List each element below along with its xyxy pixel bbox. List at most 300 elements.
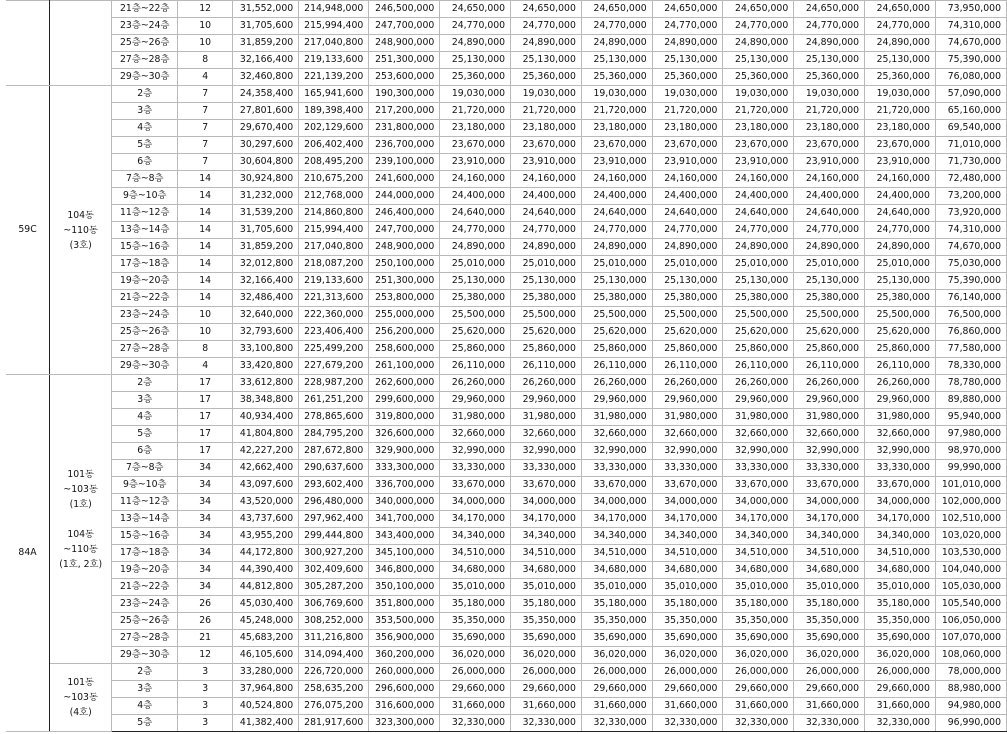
unit-count-cell: 14 xyxy=(178,171,233,188)
price-cell: 323,300,000 xyxy=(369,715,440,732)
price-cell: 88,980,000 xyxy=(935,681,1006,698)
price-cell: 246,500,000 xyxy=(369,1,440,18)
price-cell: 34,680,000 xyxy=(794,562,865,579)
price-cell: 34,000,000 xyxy=(440,494,511,511)
unit-count-cell: 12 xyxy=(178,647,233,664)
price-cell: 244,000,000 xyxy=(369,188,440,205)
price-cell: 34,170,000 xyxy=(511,511,582,528)
floor-cell: 25층~26층 xyxy=(112,613,178,630)
price-cell: 31,980,000 xyxy=(794,409,865,426)
price-cell: 32,660,000 xyxy=(652,426,723,443)
price-cell: 24,160,000 xyxy=(581,171,652,188)
price-cell: 360,200,000 xyxy=(369,647,440,664)
floor-cell: 9층~10층 xyxy=(112,477,178,494)
price-cell: 77,580,000 xyxy=(935,341,1006,358)
price-cell: 24,770,000 xyxy=(581,222,652,239)
price-cell: 345,100,000 xyxy=(369,545,440,562)
price-cell: 24,400,000 xyxy=(652,188,723,205)
price-cell: 19,030,000 xyxy=(440,86,511,103)
price-cell: 34,000,000 xyxy=(511,494,582,511)
unit-count-cell: 3 xyxy=(178,664,233,681)
price-cell: 34,510,000 xyxy=(652,545,723,562)
price-cell: 26,000,000 xyxy=(723,664,794,681)
floor-cell: 5층 xyxy=(112,426,178,443)
price-cell: 41,382,400 xyxy=(233,715,299,732)
price-cell: 26,110,000 xyxy=(440,358,511,375)
table-row xyxy=(6,409,1007,426)
price-cell: 35,350,000 xyxy=(865,613,936,630)
unit-count-cell: 34 xyxy=(178,545,233,562)
price-cell: 297,962,400 xyxy=(299,511,369,528)
price-cell: 74,310,000 xyxy=(935,222,1006,239)
price-cell: 40,524,800 xyxy=(233,698,299,715)
price-cell: 25,380,000 xyxy=(511,290,582,307)
price-cell: 24,770,000 xyxy=(865,222,936,239)
price-cell: 351,800,000 xyxy=(369,596,440,613)
price-cell: 316,600,000 xyxy=(369,698,440,715)
price-cell: 32,660,000 xyxy=(440,426,511,443)
price-cell: 94,980,000 xyxy=(935,698,1006,715)
price-cell: 31,980,000 xyxy=(440,409,511,426)
price-cell: 221,139,200 xyxy=(299,69,369,86)
unit-count-cell: 8 xyxy=(178,52,233,69)
price-cell: 26,260,000 xyxy=(865,375,936,392)
price-cell: 35,350,000 xyxy=(794,613,865,630)
table-row xyxy=(6,613,1007,630)
table-row xyxy=(6,120,1007,137)
price-cell: 250,100,000 xyxy=(369,256,440,273)
price-cell: 217,040,800 xyxy=(299,35,369,52)
price-cell: 102,000,000 xyxy=(935,494,1006,511)
table-row xyxy=(6,630,1007,647)
price-cell: 25,130,000 xyxy=(440,52,511,69)
price-cell: 21,720,000 xyxy=(581,103,652,120)
price-cell: 21,720,000 xyxy=(511,103,582,120)
building-range-line: 104동~110동 xyxy=(63,209,98,236)
price-cell: 214,948,000 xyxy=(299,1,369,18)
price-cell: 24,400,000 xyxy=(794,188,865,205)
table-row xyxy=(6,511,1007,528)
price-cell: 23,180,000 xyxy=(581,120,652,137)
price-cell: 281,917,600 xyxy=(299,715,369,732)
price-cell: 23,180,000 xyxy=(794,120,865,137)
price-cell: 36,020,000 xyxy=(794,647,865,664)
price-cell: 25,360,000 xyxy=(794,69,865,86)
table-row xyxy=(6,52,1007,69)
floor-cell: 2층 xyxy=(112,375,178,392)
price-cell: 32,990,000 xyxy=(581,443,652,460)
unit-count-cell: 3 xyxy=(178,681,233,698)
price-cell: 34,340,000 xyxy=(440,528,511,545)
price-cell: 223,406,400 xyxy=(299,324,369,341)
price-cell: 34,000,000 xyxy=(794,494,865,511)
price-cell: 24,770,000 xyxy=(440,222,511,239)
price-cell: 25,010,000 xyxy=(511,256,582,273)
floor-cell: 21층~22층 xyxy=(112,290,178,307)
price-cell: 34,680,000 xyxy=(652,562,723,579)
price-cell: 105,030,000 xyxy=(935,579,1006,596)
price-cell: 29,960,000 xyxy=(652,392,723,409)
price-cell: 25,010,000 xyxy=(865,256,936,273)
table-row xyxy=(6,358,1007,375)
price-cell: 24,400,000 xyxy=(511,188,582,205)
price-cell: 43,955,200 xyxy=(233,528,299,545)
building-range-line xyxy=(55,512,106,527)
price-cell: 43,097,600 xyxy=(233,477,299,494)
floor-cell: 27층~28층 xyxy=(112,630,178,647)
price-cell: 25,620,000 xyxy=(652,324,723,341)
price-cell: 31,980,000 xyxy=(865,409,936,426)
price-cell: 299,444,800 xyxy=(299,528,369,545)
table-row xyxy=(6,18,1007,35)
price-cell: 25,130,000 xyxy=(652,273,723,290)
price-cell: 31,705,600 xyxy=(233,18,299,35)
unit-count-cell: 17 xyxy=(178,375,233,392)
price-cell: 32,330,000 xyxy=(440,715,511,732)
building-range-cell xyxy=(50,664,112,732)
unit-count-cell: 14 xyxy=(178,273,233,290)
price-cell: 25,130,000 xyxy=(440,273,511,290)
unit-count-cell: 10 xyxy=(178,35,233,52)
price-cell: 32,990,000 xyxy=(511,443,582,460)
price-cell: 31,232,000 xyxy=(233,188,299,205)
unit-count-cell: 17 xyxy=(178,426,233,443)
price-cell: 31,859,200 xyxy=(233,239,299,256)
price-cell: 36,020,000 xyxy=(652,647,723,664)
price-cell: 23,910,000 xyxy=(511,154,582,171)
unit-type-cell xyxy=(6,1,50,86)
table-row xyxy=(6,154,1007,171)
price-cell: 34,680,000 xyxy=(581,562,652,579)
floor-cell: 11층~12층 xyxy=(112,205,178,222)
price-cell: 251,300,000 xyxy=(369,273,440,290)
table-row xyxy=(6,562,1007,579)
price-cell: 35,180,000 xyxy=(581,596,652,613)
price-cell: 306,769,600 xyxy=(299,596,369,613)
price-cell: 36,020,000 xyxy=(440,647,511,664)
building-range-line: 101동~103동 xyxy=(63,468,98,495)
price-cell: 24,890,000 xyxy=(652,239,723,256)
price-cell: 24,890,000 xyxy=(511,35,582,52)
price-cell: 34,000,000 xyxy=(581,494,652,511)
price-cell: 31,539,200 xyxy=(233,205,299,222)
building-range-cell xyxy=(50,375,112,664)
price-cell: 35,180,000 xyxy=(652,596,723,613)
price-cell: 25,380,000 xyxy=(440,290,511,307)
price-cell: 31,980,000 xyxy=(652,409,723,426)
price-cell: 33,330,000 xyxy=(652,460,723,477)
price-cell: 24,890,000 xyxy=(440,35,511,52)
price-cell: 26,000,000 xyxy=(581,664,652,681)
floor-cell: 7층~8층 xyxy=(112,460,178,477)
price-cell: 23,670,000 xyxy=(723,137,794,154)
price-cell: 29,960,000 xyxy=(440,392,511,409)
price-cell: 25,130,000 xyxy=(794,52,865,69)
price-cell: 296,480,000 xyxy=(299,494,369,511)
price-cell: 24,890,000 xyxy=(440,239,511,256)
table-row xyxy=(6,35,1007,52)
unit-count-cell: 14 xyxy=(178,188,233,205)
building-range-cell xyxy=(50,1,112,86)
unit-count-cell: 4 xyxy=(178,358,233,375)
price-cell: 34,170,000 xyxy=(794,511,865,528)
floor-cell: 4층 xyxy=(112,120,178,137)
price-cell: 37,964,800 xyxy=(233,681,299,698)
floor-cell: 23층~24층 xyxy=(112,18,178,35)
unit-count-cell: 34 xyxy=(178,579,233,596)
price-cell: 165,941,600 xyxy=(299,86,369,103)
unit-count-cell: 26 xyxy=(178,596,233,613)
price-cell: 34,340,000 xyxy=(794,528,865,545)
price-cell: 26,110,000 xyxy=(652,358,723,375)
price-cell: 33,670,000 xyxy=(794,477,865,494)
price-cell: 215,994,400 xyxy=(299,222,369,239)
price-cell: 350,100,000 xyxy=(369,579,440,596)
price-cell: 30,604,800 xyxy=(233,154,299,171)
price-cell: 253,800,000 xyxy=(369,290,440,307)
table-row xyxy=(6,681,1007,698)
price-cell: 73,950,000 xyxy=(935,1,1006,18)
price-cell: 31,660,000 xyxy=(794,698,865,715)
price-cell: 74,670,000 xyxy=(935,35,1006,52)
price-cell: 73,920,000 xyxy=(935,205,1006,222)
floor-cell: 3층 xyxy=(112,681,178,698)
price-cell: 75,390,000 xyxy=(935,273,1006,290)
price-cell: 34,170,000 xyxy=(440,511,511,528)
unit-count-cell: 34 xyxy=(178,460,233,477)
price-cell: 34,170,000 xyxy=(723,511,794,528)
price-cell: 24,358,400 xyxy=(233,86,299,103)
price-cell: 101,010,000 xyxy=(935,477,1006,494)
unit-count-cell: 14 xyxy=(178,222,233,239)
price-cell: 103,530,000 xyxy=(935,545,1006,562)
floor-cell: 17층~18층 xyxy=(112,545,178,562)
table-row xyxy=(6,1,1007,18)
price-cell: 78,330,000 xyxy=(935,358,1006,375)
price-cell: 217,200,000 xyxy=(369,103,440,120)
price-cell: 290,637,600 xyxy=(299,460,369,477)
table-row xyxy=(6,171,1007,188)
price-cell: 34,510,000 xyxy=(794,545,865,562)
price-cell: 97,980,000 xyxy=(935,426,1006,443)
price-cell: 236,700,000 xyxy=(369,137,440,154)
price-cell: 19,030,000 xyxy=(511,86,582,103)
price-cell: 31,660,000 xyxy=(511,698,582,715)
price-cell: 24,890,000 xyxy=(652,35,723,52)
price-cell: 314,094,400 xyxy=(299,647,369,664)
price-cell: 29,660,000 xyxy=(794,681,865,698)
unit-count-cell: 17 xyxy=(178,409,233,426)
price-cell: 43,520,000 xyxy=(233,494,299,511)
price-cell: 24,650,000 xyxy=(511,1,582,18)
price-cell: 23,180,000 xyxy=(723,120,794,137)
price-cell: 74,310,000 xyxy=(935,18,1006,35)
price-cell: 24,640,000 xyxy=(440,205,511,222)
price-cell: 261,251,200 xyxy=(299,392,369,409)
unit-count-cell: 7 xyxy=(178,154,233,171)
price-cell: 33,420,800 xyxy=(233,358,299,375)
floor-cell: 25층~26층 xyxy=(112,35,178,52)
price-cell: 34,510,000 xyxy=(723,545,794,562)
unit-count-cell: 34 xyxy=(178,477,233,494)
price-cell: 25,620,000 xyxy=(511,324,582,341)
price-cell: 341,700,000 xyxy=(369,511,440,528)
price-cell: 34,680,000 xyxy=(865,562,936,579)
price-cell: 26,110,000 xyxy=(865,358,936,375)
price-cell: 25,860,000 xyxy=(581,341,652,358)
price-cell: 42,662,400 xyxy=(233,460,299,477)
price-cell: 32,660,000 xyxy=(794,426,865,443)
floor-cell: 27층~28층 xyxy=(112,341,178,358)
price-cell: 32,330,000 xyxy=(794,715,865,732)
price-cell: 25,620,000 xyxy=(865,324,936,341)
price-cell: 32,990,000 xyxy=(723,443,794,460)
floor-cell: 9층~10층 xyxy=(112,188,178,205)
price-cell: 356,900,000 xyxy=(369,630,440,647)
price-cell: 25,860,000 xyxy=(794,341,865,358)
price-cell: 26,000,000 xyxy=(865,664,936,681)
price-cell: 29,660,000 xyxy=(440,681,511,698)
price-cell: 24,770,000 xyxy=(723,222,794,239)
price-cell: 31,980,000 xyxy=(511,409,582,426)
building-range-line: (3호) xyxy=(69,239,92,251)
price-cell: 25,500,000 xyxy=(511,307,582,324)
price-cell: 225,499,200 xyxy=(299,341,369,358)
price-cell: 25,380,000 xyxy=(865,290,936,307)
price-cell: 73,200,000 xyxy=(935,188,1006,205)
price-cell: 24,890,000 xyxy=(581,35,652,52)
unit-count-cell: 10 xyxy=(178,18,233,35)
price-cell: 24,770,000 xyxy=(581,18,652,35)
unit-count-cell: 34 xyxy=(178,562,233,579)
price-cell: 346,800,000 xyxy=(369,562,440,579)
price-cell: 44,172,800 xyxy=(233,545,299,562)
price-cell: 24,770,000 xyxy=(511,18,582,35)
price-cell: 333,300,000 xyxy=(369,460,440,477)
price-cell: 24,650,000 xyxy=(581,1,652,18)
price-cell: 23,670,000 xyxy=(652,137,723,154)
unit-count-cell: 8 xyxy=(178,341,233,358)
floor-cell: 15층~16층 xyxy=(112,239,178,256)
price-cell: 208,495,200 xyxy=(299,154,369,171)
price-cell: 299,600,000 xyxy=(369,392,440,409)
price-cell: 24,650,000 xyxy=(652,1,723,18)
price-cell: 24,400,000 xyxy=(723,188,794,205)
price-cell: 32,166,400 xyxy=(233,52,299,69)
price-cell: 24,160,000 xyxy=(440,171,511,188)
floor-cell: 21층~22층 xyxy=(112,579,178,596)
table-row xyxy=(6,375,1007,392)
price-cell: 31,980,000 xyxy=(581,409,652,426)
price-cell: 34,510,000 xyxy=(511,545,582,562)
price-cell: 32,660,000 xyxy=(511,426,582,443)
price-cell: 210,675,200 xyxy=(299,171,369,188)
price-cell: 34,170,000 xyxy=(865,511,936,528)
price-cell: 99,990,000 xyxy=(935,460,1006,477)
table-row xyxy=(6,392,1007,409)
price-cell: 24,160,000 xyxy=(652,171,723,188)
price-cell: 33,670,000 xyxy=(581,477,652,494)
price-cell: 36,020,000 xyxy=(723,647,794,664)
price-cell: 36,020,000 xyxy=(865,647,936,664)
price-cell: 19,030,000 xyxy=(652,86,723,103)
table-row xyxy=(6,460,1007,477)
price-cell: 300,927,200 xyxy=(299,545,369,562)
price-cell: 29,960,000 xyxy=(581,392,652,409)
price-cell: 35,180,000 xyxy=(723,596,794,613)
building-range-cell xyxy=(50,86,112,375)
price-cell: 253,600,000 xyxy=(369,69,440,86)
unit-count-cell: 26 xyxy=(178,613,233,630)
table-row xyxy=(6,273,1007,290)
price-cell: 248,900,000 xyxy=(369,239,440,256)
price-cell: 311,216,800 xyxy=(299,630,369,647)
price-cell: 25,860,000 xyxy=(723,341,794,358)
price-cell: 302,409,600 xyxy=(299,562,369,579)
price-cell: 25,130,000 xyxy=(865,52,936,69)
price-cell: 41,804,800 xyxy=(233,426,299,443)
unit-type-cell: 59C xyxy=(6,86,50,375)
price-cell: 24,770,000 xyxy=(794,18,865,35)
floor-cell: 2층 xyxy=(112,664,178,681)
price-cell: 72,480,000 xyxy=(935,171,1006,188)
price-cell: 96,990,000 xyxy=(935,715,1006,732)
price-cell: 35,350,000 xyxy=(723,613,794,630)
price-cell: 44,390,400 xyxy=(233,562,299,579)
price-cell: 24,640,000 xyxy=(652,205,723,222)
floor-cell: 15층~16층 xyxy=(112,528,178,545)
price-cell: 34,000,000 xyxy=(723,494,794,511)
price-cell: 26,260,000 xyxy=(440,375,511,392)
price-cell: 32,660,000 xyxy=(723,426,794,443)
price-cell: 25,620,000 xyxy=(440,324,511,341)
price-cell: 104,040,000 xyxy=(935,562,1006,579)
table-row xyxy=(6,256,1007,273)
price-cell: 24,640,000 xyxy=(865,205,936,222)
table-row xyxy=(6,239,1007,256)
price-cell: 296,600,000 xyxy=(369,681,440,698)
price-cell: 34,000,000 xyxy=(652,494,723,511)
price-cell: 33,330,000 xyxy=(581,460,652,477)
price-cell: 29,960,000 xyxy=(865,392,936,409)
building-range-line: (1호) xyxy=(69,498,92,510)
price-cell: 31,660,000 xyxy=(723,698,794,715)
price-cell: 24,890,000 xyxy=(511,239,582,256)
price-cell: 34,340,000 xyxy=(511,528,582,545)
price-cell: 21,720,000 xyxy=(723,103,794,120)
price-cell: 31,660,000 xyxy=(652,698,723,715)
price-cell: 24,400,000 xyxy=(581,188,652,205)
price-cell: 228,987,200 xyxy=(299,375,369,392)
building-range-line: 101동~103동 xyxy=(63,677,98,703)
price-cell: 76,500,000 xyxy=(935,307,1006,324)
price-cell: 25,130,000 xyxy=(511,273,582,290)
table-row xyxy=(6,545,1007,562)
price-cell: 34,170,000 xyxy=(652,511,723,528)
price-cell: 25,500,000 xyxy=(794,307,865,324)
price-cell: 25,500,000 xyxy=(723,307,794,324)
price-cell: 25,620,000 xyxy=(581,324,652,341)
price-cell: 33,330,000 xyxy=(865,460,936,477)
floor-cell: 6층 xyxy=(112,443,178,460)
price-cell: 31,660,000 xyxy=(440,698,511,715)
floor-cell: 13층~14층 xyxy=(112,222,178,239)
price-cell: 276,075,200 xyxy=(299,698,369,715)
price-cell: 31,660,000 xyxy=(581,698,652,715)
price-cell: 19,030,000 xyxy=(581,86,652,103)
unit-count-cell: 21 xyxy=(178,630,233,647)
price-cell: 24,650,000 xyxy=(865,1,936,18)
